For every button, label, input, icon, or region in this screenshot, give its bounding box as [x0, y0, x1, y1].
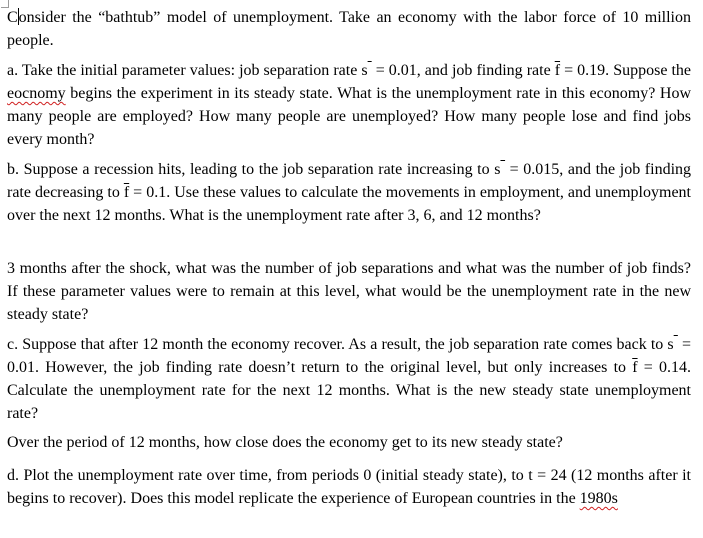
- part-a-text-4: = 0.19. Suppose the: [560, 62, 692, 79]
- part-d-flagged-word: 1980s: [579, 490, 618, 507]
- part-d-paragraph[interactable]: [7, 464, 691, 510]
- part-b-f-bar: $\overline{f}$: [123, 184, 130, 201]
- part-a-paragraph[interactable]: [7, 59, 691, 151]
- part-c2-paragraph[interactable]: [7, 431, 691, 454]
- part-a-f-bar: $\overline{f}$: [554, 62, 561, 79]
- part-a-text-1: a. Take the initial parameter values: job separation rate s: [7, 62, 368, 79]
- part-c-text-1: c. Suppose that after 12 month the economy recover. As a result, the job separation rate comes back to s: [7, 336, 674, 353]
- intro-first-letter: C: [7, 9, 18, 26]
- part-c-text-4: = 0.14. Calculate the unemployment rate for the next 12 months. What is the new steady state unemployment rate?: [7, 359, 691, 422]
- part-c-f-bar: $\overline{f}$: [632, 359, 638, 376]
- part-c-text-2: = 0.01. However, the job finding rate doesn’t return to the original level, but only increases to: [7, 336, 692, 376]
- part-b2-text: 3 months after the shock, what was the number of job separations and what was the number of job finds? If these parameter values were to remain at this level, what would be the unemployment rate in the new steady state?: [7, 260, 691, 323]
- part-a-text-6: begins the experiment in its steady state. What is the unemployment rate in this economy? How many people are employed? How many people are unemployed? How many people lose and find jobs every month?: [7, 85, 691, 148]
- part-b-paragraph[interactable]: [7, 158, 691, 227]
- intro-text: onsider the “bathtub” model of unemployment. Take an economy with the labor force of 10 million people.: [7, 9, 691, 49]
- part-b-text-4: = 0.1. Use these values to calculate the movements in employment, and unemployment over the next 12 months. What is the unemployment rate after 3, 6, and 12 months?: [7, 184, 691, 224]
- part-a-misspelled-word: eocnomy: [7, 85, 66, 102]
- part-a-text-2: = 0.01, and job finding rate: [371, 62, 555, 79]
- part-c-paragraph[interactable]: [7, 333, 691, 425]
- part-b2-paragraph[interactable]: [7, 257, 691, 326]
- intro-paragraph[interactable]: [7, 6, 691, 52]
- part-d-text-1: d. Plot the unemployment rate over time, from periods 0 (initial steady state), to t = 24 (12 months after it begins to recover). Does this model replicate the experience of European countries in the: [7, 467, 691, 507]
- part-b-text-1: b. Suppose a recession hits, leading to the job separation rate increasing to s: [7, 161, 501, 178]
- part-b-text-2: = 0.015, and the job finding rate decreasing to: [7, 161, 692, 201]
- part-c2-text: Over the period of 12 months, how close does the economy get to its new steady state?: [7, 434, 563, 451]
